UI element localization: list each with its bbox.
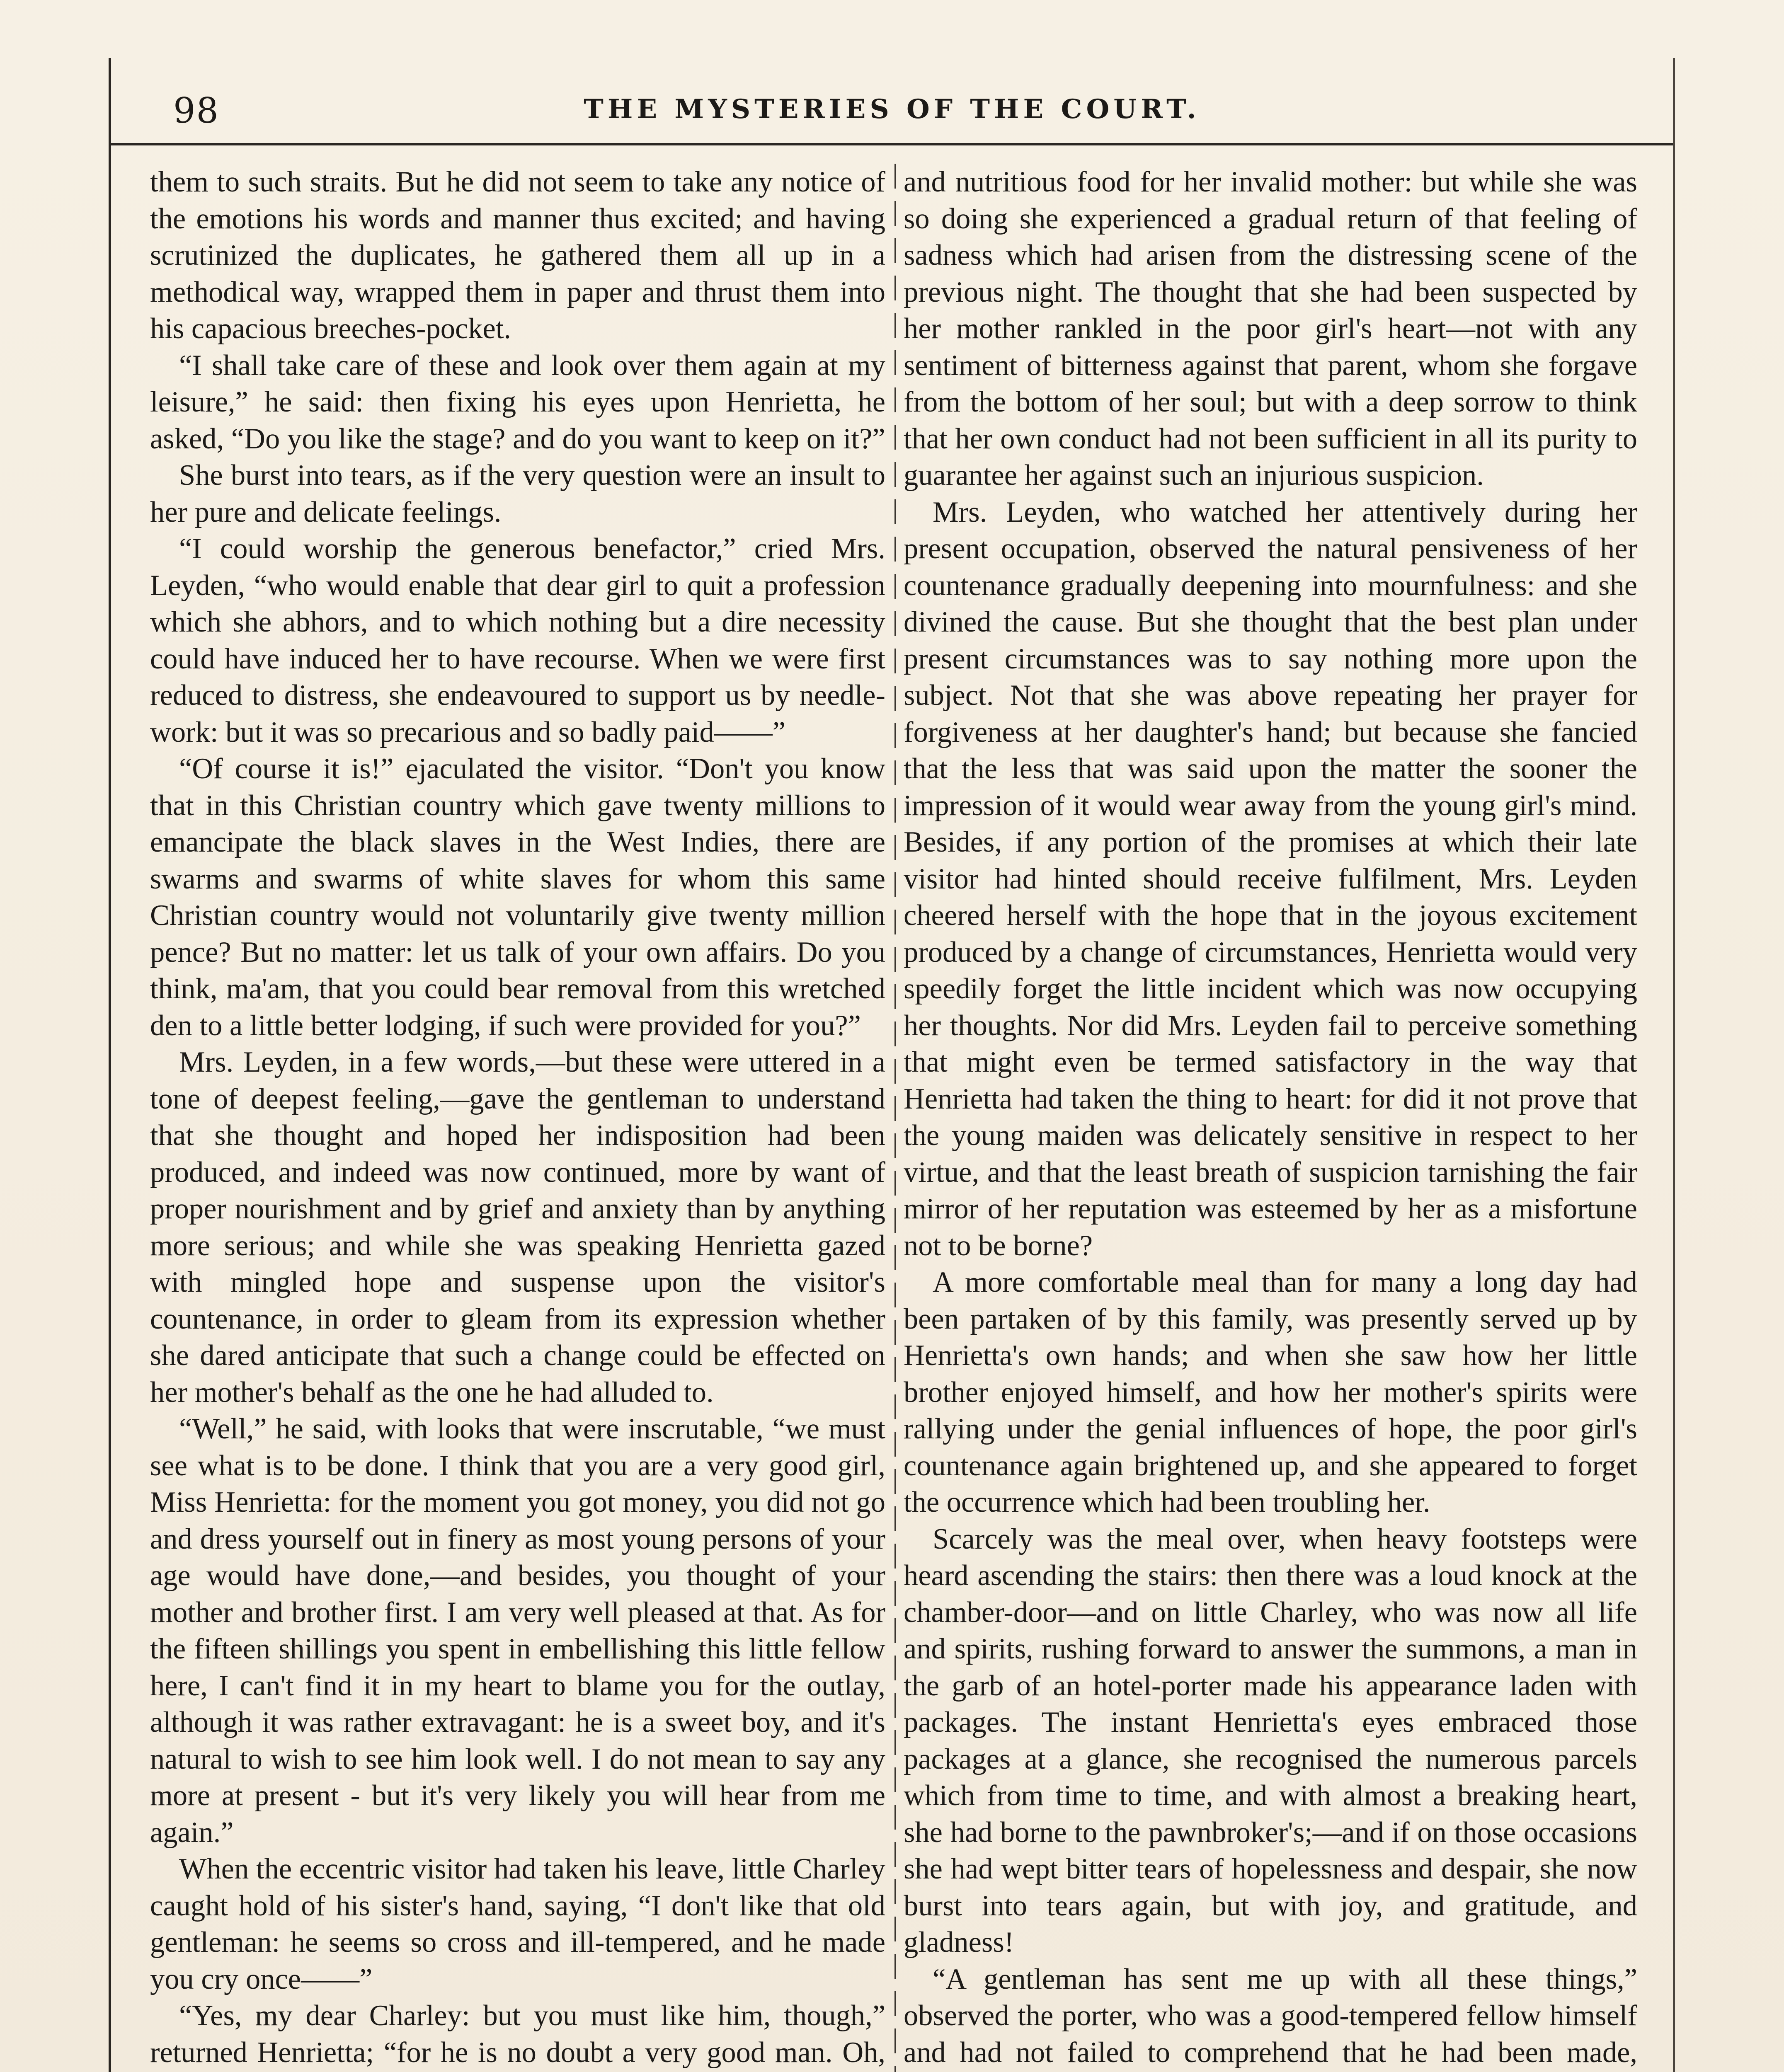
left-border-rule [109,58,111,2072]
paragraph: A more comfortable meal than for many a long day had been partaken of by this family, was presently served up by Henrietta's own hands; and when she saw how her little brother enjoyed himself, and how her mother's spirits were rallying under the genial influences of hope, the poor girl's countenance again brightened up, and she appeared to forget the occurrence which had been troubling her. [904,1266,1637,1518]
paragraph: She burst into tears, as if the very question were an insult to her pure and delicate feelings. [150,459,885,528]
paragraph: them to such straits. But he did not seem to take any notice of the emotions his words and manner thus excited; and having scrutinized the duplicates, he gathered them all up in a methodical way, wrapped them in paper and thrust them into his capacious breeches-pocket. [150,166,885,345]
right-border-rule [1673,58,1675,2072]
paragraph: Scarcely was the meal over, when heavy footsteps were heard ascending the stairs: then there was a loud knock at the chamber-door—and on little Charley, who was now all life and spirits, rushing forward to answer the summons, a man in the garb of an hotel-porter made his appearance laden with packages. The instant Henrietta's eyes embraced those packages at a glance, she recognised the numerous parcels which from time to time, and with almost a breaking heart, she had borne to the pawnbroker's;—and if on those occasions she had wept bitter tears of hopelessness and despair, she now burst into tears again, but with joy, and gratitude, and gladness! [904,1523,1637,1958]
paragraph: “I shall take care of these and look over them again at my leisure,” he said: then fixing his eyes upon Henrietta, he asked, “Do you like the stage? and do you want to keep on it?” [150,349,885,455]
paragraph: “A gentleman has sent me up with all these things,” observed the porter, who was a good-tempered fellow himself and had not failed to comprehend that he had been made, [904,1963,1637,2069]
column-divider [894,164,896,2072]
running-title: THE MYSTERIES OF THE COURT. [584,94,1200,125]
right-column [904,164,1637,2072]
paragraph: “Of course it is!” ejaculated the visitor. “Don't you know that in this Christian country which gave twenty millions to emancipate the black slaves in the West Indies, there are swarms and swarms of white slaves for whom this same Christian country would not voluntarily give twenty million pence? But no matter: let us talk of your own affairs. Do you think, ma'am, that you could bear removal from this wretched den to a little better lodging, if such were provided for you?” [150,753,885,1042]
header-rule [111,143,1673,145]
page-number: 98 [173,90,219,131]
page-header [111,79,1673,149]
paragraph: “Well,” he said, with looks that were inscrutable, “we must see what is to be done. I think that you are a very good girl, Miss Henrietta: for the moment you got money, you did not go and dress yourself out in finery as most young persons of your age would have done,—and besides, you thought of your mother and brother first. I am very well pleased at that. As for the fifteen shillings you spent in embellishing this little fellow here, I can't find it in my heart to blame you for the outlay, although it was rather extravagant: he is a sweet boy, and it's natural to wish to see him look well. I do not mean to say any more at present - but it's very likely you will hear from me again.” [150,1413,885,1849]
paragraph: “Yes, my dear Charley: but you must like him, though,” returned Henrietta; “for he is no doubt a very good man. Oh, [150,1999,885,2069]
paragraph: “I could worship the generous benefactor,” cried Mrs. Leyden, “who would enable that dear girl to quit a profession which she abhors, and to which nothing but a dire necessity could have induced her to have recourse. When we were first reduced to distress, she endeavoured to support us by needle-work: but it was so precarious and so badly paid——” [150,533,885,748]
left-column [150,164,885,2072]
paragraph: and nutritious food for her invalid mother: but while she was so doing she experienced a gradual return of that feeling of sadness which had arisen from the distressing scene of the previous night. The thought that she had been suspected by her mother rankled in the poor girl's heart—not with any sentiment of bitterness against that parent, whom she forgave from the bottom of her soul; but with a deep sorrow to think that her own conduct had not been sufficient in all its purity to guarantee her against such an injurious suspicion. [904,166,1637,491]
paragraph: Mrs. Leyden, who watched her attentively during her present occupation, observed the natural pensiveness of her countenance gradually deepening into mournfulness: and she divined the cause. But she thought that the best plan under present circumstances was to say nothing more upon the subject. Not that she was above repeating her prayer for forgiveness at her daughter's hand; but because she fancied that the less that was said upon the matter the sooner the impression of it would wear away from the young girl's mind. Besides, if any portion of the promises at which their late visitor had hinted should receive fulfilment, Mrs. Leyden cheered herself with the hope that in the joyous excitement produced by a change of circumstances, Henrietta would very speedily forget the little incident which was now occupying her thoughts. Nor did Mrs. Leyden fail to perceive something that might even be termed satisfactory in the way that Henrietta had taken the thing to heart: for did it not prove that the young maiden was delicately sensitive in respect to her virtue, and that the least breath of suspicion tarnishing the fair mirror of her reputation was esteemed by her as a misfortune not to be borne? [904,496,1637,1262]
paragraph: When the eccentric visitor had taken his leave, little Charley caught hold of his sister's hand, saying, “I don't like that old gentleman: he seems so cross and ill-tempered, and he made you cry once——” [150,1853,885,1995]
paragraph: Mrs. Leyden, in a few words,—but these were uttered in a tone of deepest feeling,—gave the gentleman to understand that she thought and hoped her indisposition had been produced, and indeed was now continued, more by want of proper nourishment and by grief and anxiety than by anything more serious; and while she was speaking Henrietta gazed with mingled hope and suspense upon the visitor's countenance, in order to gleam from its expression whether she dared anticipate that such a change could be effected on her mother's behalf as the one he had alluded to. [150,1046,885,1409]
